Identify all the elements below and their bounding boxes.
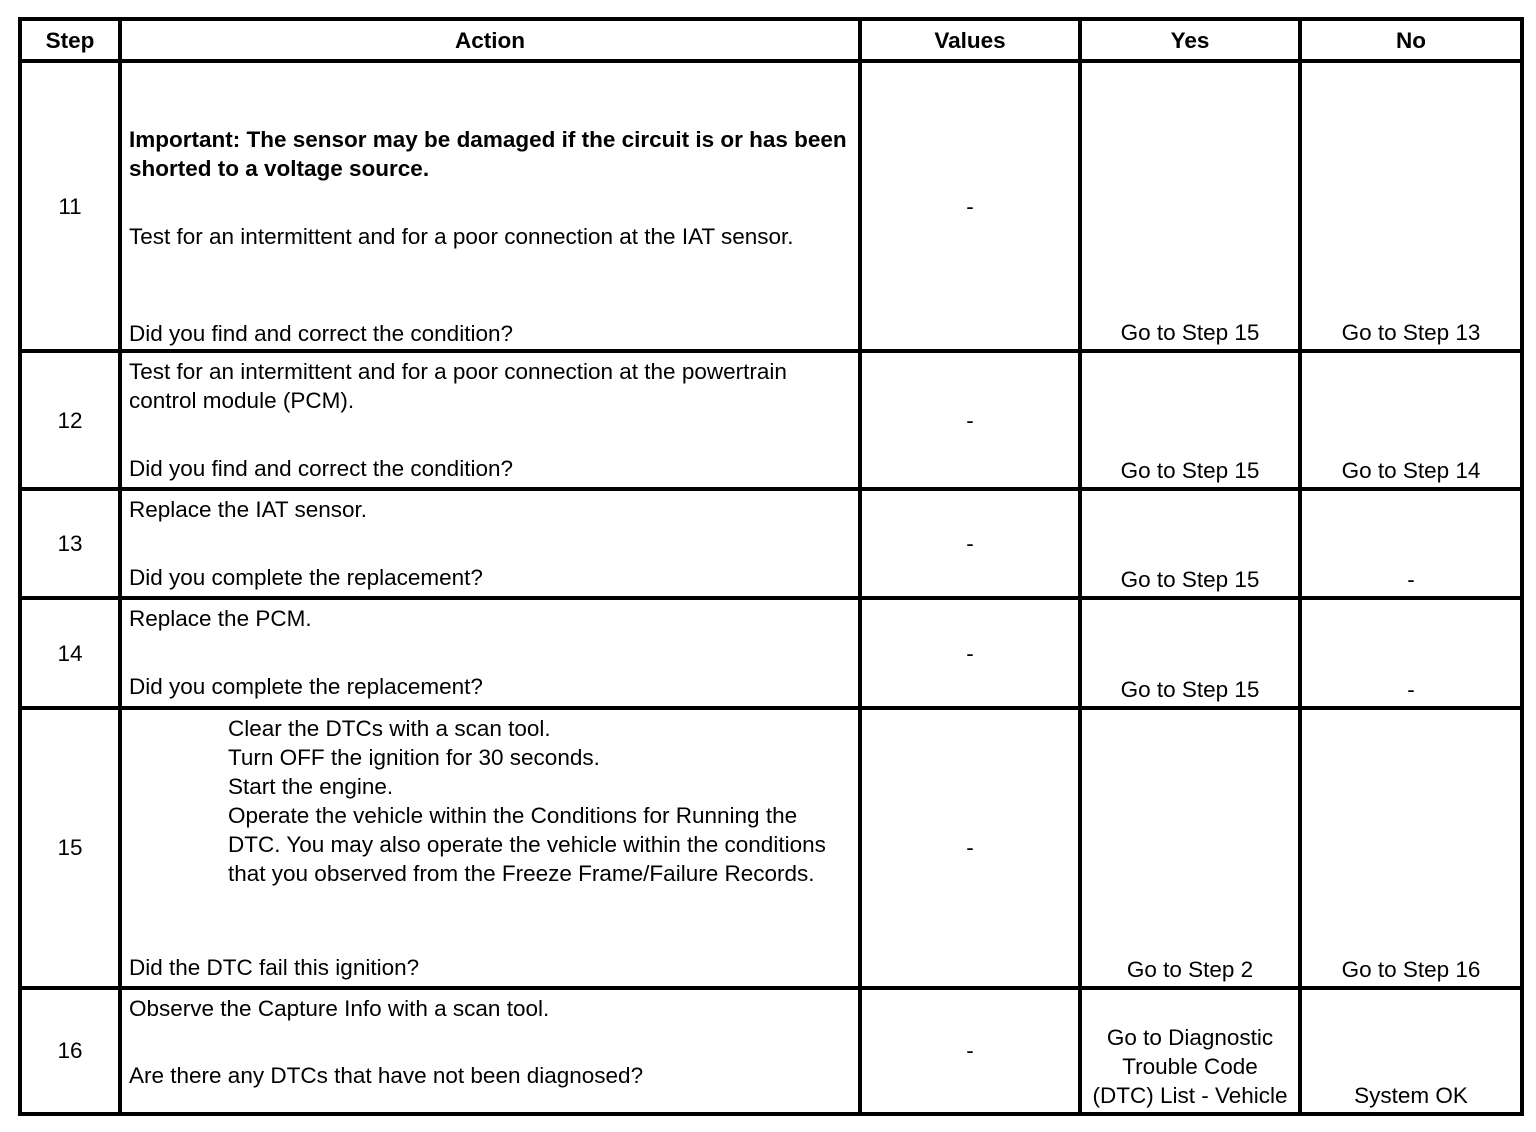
question-text: Are there any DTCs that have not been diagnosed? bbox=[129, 1062, 644, 1088]
step-number: 11 bbox=[22, 63, 122, 353]
values-cell: - bbox=[862, 710, 1082, 990]
question-text: Did the DTC fail this ignition? bbox=[129, 954, 420, 980]
action-text: Test for an intermittent and for a poor connection at the IAT sensor. bbox=[129, 224, 794, 249]
table-row bbox=[22, 63, 1524, 353]
important-note: Important: The sensor may be damaged if the circuit is or has been shorted to a voltage source. bbox=[129, 127, 847, 181]
yes-link[interactable]: Go to Step 15 bbox=[1082, 491, 1302, 600]
yes-link[interactable]: Go to Step 15 bbox=[1082, 600, 1302, 709]
header-step: Step bbox=[22, 21, 122, 63]
values-cell: - bbox=[862, 63, 1082, 353]
substep-list bbox=[129, 714, 850, 888]
action-text: Replace the PCM. bbox=[129, 606, 312, 632]
substep-item: Clear the DTCs with a scan tool. bbox=[228, 715, 551, 741]
values-cell: - bbox=[862, 990, 1082, 1116]
question-text: Did you find and correct the condition? bbox=[129, 456, 513, 482]
table-row bbox=[22, 353, 1524, 491]
question-text: Did you complete the replacement? bbox=[129, 565, 483, 591]
header-row bbox=[22, 21, 1524, 63]
action-cell bbox=[122, 710, 862, 990]
substep-item: Start the engine. bbox=[228, 773, 394, 799]
step-number: 16 bbox=[22, 990, 122, 1116]
action-cell bbox=[122, 990, 862, 1116]
action-cell bbox=[122, 63, 862, 353]
header-yes: Yes bbox=[1082, 21, 1302, 63]
values-cell: - bbox=[862, 491, 1082, 600]
action-cell bbox=[122, 353, 862, 491]
no-link[interactable]: Go to Step 14 bbox=[1302, 353, 1524, 491]
action-text: Replace the IAT sensor. bbox=[129, 497, 368, 523]
table-row bbox=[22, 491, 1524, 600]
action-text: Observe the Capture Info with a scan tool. bbox=[129, 995, 550, 1021]
yes-link[interactable]: Go to Step 2 bbox=[1082, 710, 1302, 990]
action-text: Test for an intermittent and for a poor connection at the powertrain control module (PCM). bbox=[129, 359, 787, 414]
header-no: No bbox=[1302, 21, 1524, 63]
values-cell: - bbox=[862, 600, 1082, 709]
action-cell bbox=[122, 491, 862, 600]
step-number: 15 bbox=[22, 710, 122, 990]
no-link[interactable]: Go to Step 16 bbox=[1302, 710, 1524, 990]
action-cell bbox=[122, 600, 862, 709]
question-text: Did you complete the replacement? bbox=[129, 674, 483, 700]
no-value: - bbox=[1302, 600, 1524, 709]
no-value: - bbox=[1302, 491, 1524, 600]
substep-item: Operate the vehicle within the Conditions for Running the DTC. You may also operate the vehicle within the conditions that you observed from the Freeze Frame/Failure Records. bbox=[228, 802, 826, 886]
diagnostic-table bbox=[18, 17, 1524, 1116]
table-row bbox=[22, 990, 1524, 1116]
yes-link[interactable]: Go to Step 15 bbox=[1082, 63, 1302, 353]
header-values: Values bbox=[862, 21, 1082, 63]
header-action: Action bbox=[122, 21, 862, 63]
no-value: System OK bbox=[1302, 990, 1524, 1116]
table-row bbox=[22, 710, 1524, 990]
values-cell: - bbox=[862, 353, 1082, 491]
step-number: 14 bbox=[22, 600, 122, 709]
yes-link[interactable]: Go to Diagnostic Trouble Code (DTC) List - Vehicle bbox=[1082, 990, 1302, 1116]
substep-item: Turn OFF the ignition for 30 seconds. bbox=[228, 744, 600, 770]
step-number: 12 bbox=[22, 353, 122, 491]
no-link[interactable]: Go to Step 13 bbox=[1302, 63, 1524, 353]
yes-link[interactable]: Go to Step 15 bbox=[1082, 353, 1302, 491]
question-text: Did you find and correct the condition? bbox=[129, 321, 513, 346]
table-row bbox=[22, 600, 1524, 709]
step-number: 13 bbox=[22, 491, 122, 600]
